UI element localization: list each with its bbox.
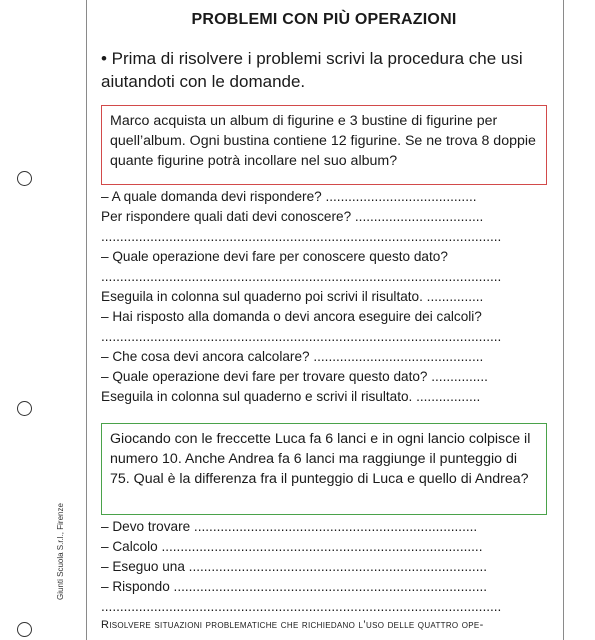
binder-hole-icon xyxy=(17,401,32,416)
answer-line: – Devo trovare ........................................................................... xyxy=(101,519,478,534)
answer-line: – Eseguo una ............................................................................... xyxy=(101,559,488,574)
answer-line: – Che cosa devi ancora calcolare? ............................................. xyxy=(101,349,484,364)
answer-line: .......................................................................................................... xyxy=(101,229,502,244)
answer-line: .......................................................................................................... xyxy=(101,599,502,614)
answer-line: – Quale operazione devi fare per conoscere questo dato? xyxy=(101,249,448,264)
page-title: PROBLEMI CON PIÙ OPERAZIONI xyxy=(191,11,457,28)
footer-objective: Risolvere situazioni problematiche che richiedano l’uso delle quattro ope- xyxy=(101,619,484,631)
answer-line: – Quale operazione devi fare per trovare questo dato? ............... xyxy=(101,369,488,384)
problem-1-box: Marco acquista un album di figurine e 3 bustine di figurine per quell’album. Ogni bustina contiene 12 figurine. Se ne trova 8 doppie quante figurine potrà incollare nel suo album? xyxy=(101,105,547,185)
answer-line: Per rispondere quali dati devi conoscere? .................................. xyxy=(101,209,484,224)
answer-line: Eseguila in colonna sul quaderno poi scrivi il risultato. ............... xyxy=(101,289,484,304)
instruction-text: • Prima di risolvere i problemi scrivi la procedura che usi aiutandoti con le domande. xyxy=(101,49,523,91)
answer-line: – Calcolo ..................................................................................... xyxy=(101,539,483,554)
answer-line: – A quale domanda devi rispondere? ........................................ xyxy=(101,189,477,204)
problem-2-box: Giocando con le freccette Luca fa 6 lanci e in ogni lancio colpisce il numero 10. Anche Andrea fa 6 lanci ma raggiunge il punteggio di 75. Qual è la differenza fra il punteggio di Luca e quello di Andrea? xyxy=(101,423,547,515)
binder-hole-icon xyxy=(17,171,32,186)
answer-line: – Hai risposto alla domanda o devi ancora eseguire dei calcoli? xyxy=(101,309,482,324)
answer-line: – Rispondo ................................................................................... xyxy=(101,579,488,594)
answer-line: .......................................................................................................... xyxy=(101,329,502,344)
answer-line: Eseguila in colonna sul quaderno e scrivi il risultato. ................. xyxy=(101,389,481,404)
publisher-credit: Giunti Scuola S.r.l., Firenze xyxy=(56,503,65,600)
answer-line: .......................................................................................................... xyxy=(101,269,502,284)
